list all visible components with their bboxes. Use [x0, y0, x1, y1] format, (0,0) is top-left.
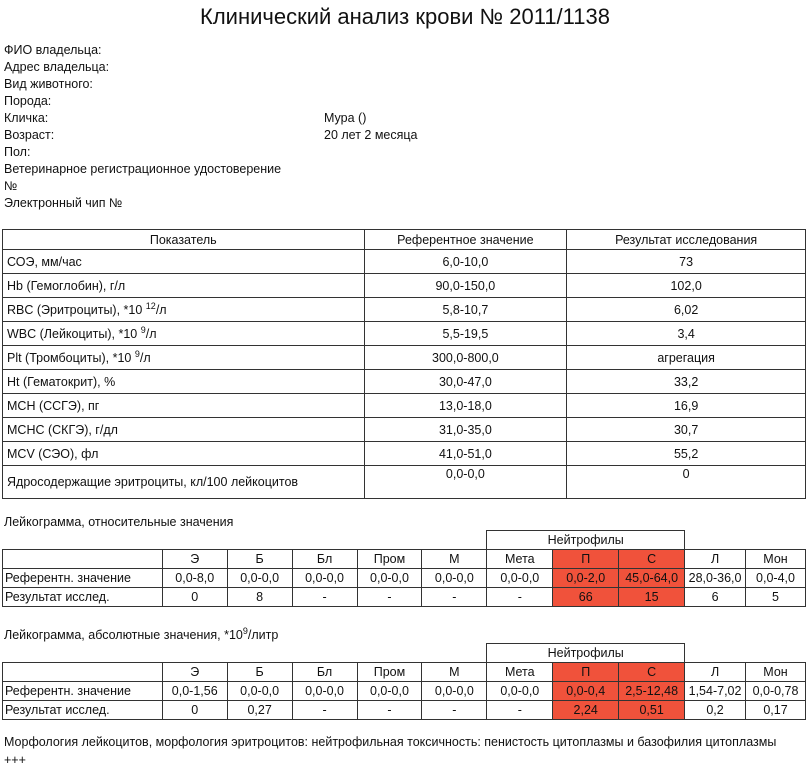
- info-label: Электронный чип №: [4, 196, 123, 210]
- reference-value: 45,0-64,0: [619, 569, 685, 588]
- reference-value: 0,0-0,0: [487, 682, 553, 701]
- reference-value: 1,54-7,02: [685, 682, 746, 701]
- column-header: Л: [685, 550, 746, 569]
- result-value: 0: [162, 588, 227, 607]
- result-value: 16,9: [567, 394, 806, 418]
- column-header: Пром: [357, 550, 422, 569]
- table-row: [3, 466, 806, 499]
- column-header: С: [619, 550, 685, 569]
- result-value: -: [292, 701, 357, 720]
- info-value: [324, 76, 604, 93]
- reference-value: 41,0-51,0: [364, 442, 567, 466]
- parameter-name: [3, 322, 365, 346]
- morphology-note: Морфология лейкоцитов, морфология эритроцитов: нейтрофильная токсичность: пенистость цитоплазмы и базофилия цитоплазмы +++: [4, 735, 777, 767]
- reference-value: 0,0-0,0: [422, 682, 487, 701]
- result-value: 0: [567, 466, 806, 499]
- result-row: [3, 588, 806, 607]
- info-row-owner-address: [4, 59, 604, 76]
- column-header: Б: [227, 663, 292, 682]
- info-label: Возраст:: [4, 128, 55, 142]
- reference-value: 300,0-800,0: [364, 346, 567, 370]
- unit-suffix: /л: [139, 351, 151, 366]
- parameter-name: [3, 346, 365, 370]
- info-value: [324, 59, 604, 76]
- result-value: 8: [227, 588, 292, 607]
- info-value: Мура (): [324, 111, 367, 125]
- leukogram-absolute-title: [4, 626, 278, 642]
- table-row: [3, 274, 806, 298]
- reference-value: 0,0-0,0: [292, 569, 357, 588]
- result-value: 66: [553, 588, 619, 607]
- info-value: [324, 93, 604, 110]
- info-value: [324, 195, 604, 212]
- unit-suffix: /л: [145, 327, 157, 342]
- reference-value: 0,0-0,78: [746, 682, 806, 701]
- result-value: -: [487, 701, 553, 720]
- info-row-breed: [4, 93, 604, 110]
- column-header: С: [619, 663, 685, 682]
- result-value: 0,27: [227, 701, 292, 720]
- parameter-name: Ht (Гематокрит), %: [3, 370, 365, 394]
- parameter-name: MCHC (СКГЭ), г/дл: [3, 418, 365, 442]
- info-row-sex: [4, 144, 604, 161]
- column-header: Мон: [746, 550, 806, 569]
- reference-value: 5,8-10,7: [364, 298, 567, 322]
- reference-value: 0,0-0,4: [553, 682, 619, 701]
- row-label: Референтн. значение: [3, 682, 163, 701]
- leukogram-relative-title: Лейкограмма, относительные значения: [4, 515, 234, 529]
- column-header: Э: [162, 663, 227, 682]
- parameter-name: MCH (ССГЭ), пг: [3, 394, 365, 418]
- info-label: Пол:: [4, 145, 31, 159]
- reference-value: 2,5-12,48: [619, 682, 685, 701]
- parameter-name: Ядросодержащие эритроциты, кл/100 лейкоцитов: [3, 466, 365, 499]
- result-row: [3, 701, 806, 720]
- info-row-age: [4, 127, 604, 144]
- parameter-name-text: RBC (Эритроциты), *10: [7, 303, 143, 318]
- parameter-name: [3, 298, 365, 322]
- result-value: -: [422, 588, 487, 607]
- table-row: [3, 370, 806, 394]
- column-header: П: [553, 663, 619, 682]
- info-value: [324, 178, 604, 195]
- reference-value: 90,0-150,0: [364, 274, 567, 298]
- column-header: Мон: [746, 663, 806, 682]
- info-label: Адрес владельца:: [4, 60, 110, 74]
- info-value: [281, 161, 604, 178]
- table-row: [3, 346, 806, 370]
- reference-value: 5,5-19,5: [364, 322, 567, 346]
- title-text: Лейкограмма, абсолютные значения, *10: [4, 628, 243, 643]
- table-row: [3, 418, 806, 442]
- reference-value: 0,0-8,0: [162, 569, 227, 588]
- info-row-owner-name: [4, 42, 604, 59]
- exponent: 9: [140, 325, 146, 336]
- info-value: 20 лет 2 месяца: [324, 128, 418, 142]
- info-label: Ветеринарное регистрационное удостоверение: [4, 162, 282, 176]
- reference-value: 0,0-0,0: [357, 569, 422, 588]
- info-value: [324, 42, 604, 59]
- reference-value: 0,0-4,0: [746, 569, 806, 588]
- column-header: Э: [162, 550, 227, 569]
- row-label: Результат исслед.: [3, 588, 163, 607]
- parameter-name-text: Plt (Тромбоциты), *10: [7, 351, 132, 366]
- result-value: 0: [162, 701, 227, 720]
- column-header: П: [553, 550, 619, 569]
- result-value: 0,17: [746, 701, 806, 720]
- column-header: Л: [685, 663, 746, 682]
- info-label: Вид животного:: [4, 77, 93, 91]
- info-label: №: [4, 179, 18, 193]
- exponent: 9: [134, 349, 140, 360]
- result-value: 15: [619, 588, 685, 607]
- reference-value: 0,0-0,0: [422, 569, 487, 588]
- info-row-species: [4, 76, 604, 93]
- info-value: [324, 144, 604, 161]
- result-value: -: [292, 588, 357, 607]
- reference-value: 30,0-47,0: [364, 370, 567, 394]
- column-header: М: [422, 550, 487, 569]
- exponent: 12: [145, 301, 156, 312]
- column-header: Результат исследования: [567, 230, 806, 250]
- reference-value: 31,0-35,0: [364, 418, 567, 442]
- reference-value: 13,0-18,0: [364, 394, 567, 418]
- reference-value: 0,0-0,0: [227, 682, 292, 701]
- column-header: Бл: [292, 550, 357, 569]
- reference-value: 0,0-0,0: [292, 682, 357, 701]
- result-value: 0,2: [685, 701, 746, 720]
- neutrophils-group-header: Нейтрофилы: [487, 644, 685, 663]
- result-value: 3,4: [567, 322, 806, 346]
- blood-analysis-table: [2, 229, 806, 499]
- group-header-row: [3, 644, 806, 663]
- info-label: ФИО владельца:: [4, 43, 102, 57]
- result-value: 6: [685, 588, 746, 607]
- reference-row: [3, 682, 806, 701]
- patient-info: [4, 42, 604, 212]
- reference-value: 28,0-36,0: [685, 569, 746, 588]
- row-label: Результат исслед.: [3, 701, 163, 720]
- reference-value: 0,0-0,0: [357, 682, 422, 701]
- group-header-row: [3, 531, 806, 550]
- result-value: -: [357, 588, 422, 607]
- result-value: -: [422, 701, 487, 720]
- reference-value: 0,0-2,0: [553, 569, 619, 588]
- reference-value: 0,0-0,0: [487, 569, 553, 588]
- result-value: 55,2: [567, 442, 806, 466]
- column-header: Пром: [357, 663, 422, 682]
- parameter-name: MCV (СЭО), фл: [3, 442, 365, 466]
- column-header-row: [3, 663, 806, 682]
- result-value: 30,7: [567, 418, 806, 442]
- parameter-name: Hb (Гемоглобин), г/л: [3, 274, 365, 298]
- reference-row: [3, 569, 806, 588]
- table-row: [3, 250, 806, 274]
- result-value: 102,0: [567, 274, 806, 298]
- page-title: Клинический анализ крови № 2011/1138: [200, 4, 610, 29]
- result-value: 73: [567, 250, 806, 274]
- info-row-vet-certificate: [4, 161, 604, 178]
- result-value: агрегация: [567, 346, 806, 370]
- column-header: Б: [227, 550, 292, 569]
- result-value: 5: [746, 588, 806, 607]
- column-header: Референтное значение: [364, 230, 567, 250]
- column-header: Показатель: [3, 230, 365, 250]
- exponent: 9: [242, 626, 248, 636]
- reference-value: 0,0-0,0: [227, 569, 292, 588]
- table-header-row: [3, 230, 806, 250]
- leukogram-absolute-table: [2, 643, 806, 720]
- info-label: Порода:: [4, 94, 52, 108]
- column-header: М: [422, 663, 487, 682]
- leukogram-relative-table: [2, 530, 806, 607]
- reference-value: 0,0-0,0: [364, 466, 567, 499]
- result-value: -: [487, 588, 553, 607]
- info-row-nickname: [4, 110, 604, 127]
- table-row: [3, 298, 806, 322]
- table-row: [3, 442, 806, 466]
- column-header: Мета: [487, 550, 553, 569]
- parameter-name: СОЭ, мм/час: [3, 250, 365, 274]
- table-row: [3, 394, 806, 418]
- result-value: 2,24: [553, 701, 619, 720]
- row-label: Референтн. значение: [3, 569, 163, 588]
- unit-suffix: /л: [155, 303, 167, 318]
- result-value: 33,2: [567, 370, 806, 394]
- column-header: Мета: [487, 663, 553, 682]
- info-row-certificate-number: [4, 178, 604, 195]
- result-value: -: [357, 701, 422, 720]
- result-value: 6,02: [567, 298, 806, 322]
- column-header: Бл: [292, 663, 357, 682]
- info-row-chip: [4, 195, 604, 212]
- reference-value: 0,0-1,56: [162, 682, 227, 701]
- reference-value: 6,0-10,0: [364, 250, 567, 274]
- table-row: [3, 322, 806, 346]
- column-header-row: [3, 550, 806, 569]
- result-value: 0,51: [619, 701, 685, 720]
- info-label: Кличка:: [4, 111, 49, 125]
- parameter-name-text: WBC (Лейкоциты), *10: [7, 327, 138, 342]
- unit-suffix: /литр: [247, 628, 279, 643]
- neutrophils-group-header: Нейтрофилы: [487, 531, 685, 550]
